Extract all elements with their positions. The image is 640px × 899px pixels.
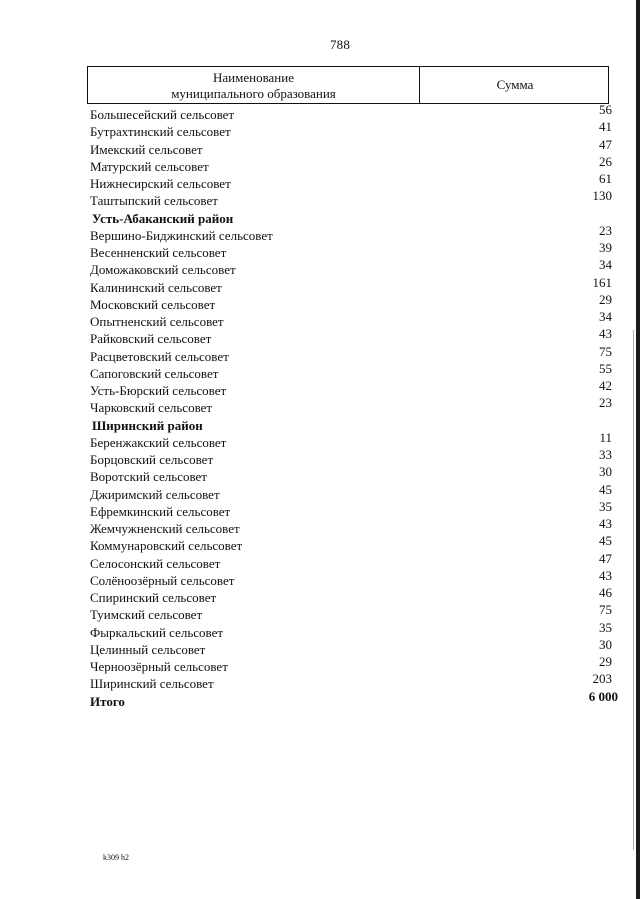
table-row xyxy=(0,360,640,381)
row-name: Солёноозёрный сельсовет xyxy=(90,572,235,588)
row-name: Бутрахтинский сельсовет xyxy=(90,124,231,140)
row-name: Туимский сельсовет xyxy=(90,607,203,623)
row-amount: 35 xyxy=(599,619,612,635)
footer-code: k309 h2 xyxy=(103,853,129,862)
row-name: Московский сельсовет xyxy=(90,296,216,312)
table-row xyxy=(0,104,640,121)
total-label: Итого xyxy=(90,693,125,709)
row-amount: 42 xyxy=(599,378,612,393)
row-name: Борцовский сельсовет xyxy=(90,452,214,467)
table-row xyxy=(0,498,640,519)
row-amount: 29 xyxy=(599,654,612,669)
table-row xyxy=(0,429,640,450)
table-row xyxy=(0,380,640,397)
header-name-column xyxy=(88,70,419,102)
district-heading xyxy=(0,415,640,432)
row-amount: 55 xyxy=(599,360,612,376)
row-name: Черноозёрный сельсовет xyxy=(90,659,228,674)
row-amount: 30 xyxy=(599,464,612,480)
row-amount: 23 xyxy=(599,395,612,411)
row-amount: 43 xyxy=(599,567,612,583)
district-name: Ширинский район xyxy=(92,417,203,433)
table-row xyxy=(0,222,640,243)
row-name: Опытненский сельсовет xyxy=(90,314,224,329)
table-row xyxy=(0,153,640,174)
row-amount: 47 xyxy=(599,136,612,152)
table-row xyxy=(0,466,640,483)
table-row xyxy=(0,535,640,552)
row-name: Нижнесирский сельсовет xyxy=(90,176,231,191)
row-amount: 34 xyxy=(599,257,612,273)
table-row xyxy=(0,121,640,138)
header-name-line-1: Наименование xyxy=(213,70,294,85)
table-row xyxy=(0,604,640,621)
table-row xyxy=(0,587,640,604)
table-row xyxy=(0,190,640,207)
row-amount: 30 xyxy=(599,636,612,652)
table-row xyxy=(0,274,640,295)
row-name: Большесейский сельсовет xyxy=(90,107,235,122)
table-row xyxy=(0,619,640,640)
table-row xyxy=(0,242,640,259)
district-name: Усть-Абаканский район xyxy=(92,210,234,226)
row-amount: 203 xyxy=(592,671,612,687)
row-amount: 130 xyxy=(592,188,612,204)
row-amount: 23 xyxy=(599,222,612,238)
table-row xyxy=(0,449,640,466)
row-name: Чарковский сельсовет xyxy=(90,400,213,416)
row-name: Райковский сельсовет xyxy=(90,331,212,347)
row-amount: 56 xyxy=(599,102,612,117)
row-amount: 45 xyxy=(599,533,612,549)
row-amount: 43 xyxy=(599,516,612,531)
row-name: Коммунаровский сельсовет xyxy=(90,538,243,554)
scan-edge-line xyxy=(633,330,634,850)
row-amount: 61 xyxy=(599,171,612,186)
row-amount: 43 xyxy=(599,326,612,342)
table-row xyxy=(0,673,640,690)
row-amount: 35 xyxy=(599,498,612,514)
page-number: 788 xyxy=(329,37,351,52)
row-name: Ширинский сельсовет xyxy=(90,676,214,692)
row-name: Джиримский сельсовет xyxy=(90,486,220,502)
row-name: Селосонский сельсовет xyxy=(90,555,221,571)
row-name: Сапоговский сельсовет xyxy=(90,365,219,381)
table-row xyxy=(0,397,640,414)
table-row xyxy=(0,328,640,345)
row-amount: 161 xyxy=(592,274,612,290)
header-sum-column: Сумма xyxy=(496,77,534,92)
row-name: Усть-Бюрский сельсовет xyxy=(90,383,227,398)
table-row xyxy=(0,343,640,364)
row-amount: 75 xyxy=(599,343,612,359)
row-name: Ефремкинский сельсовет xyxy=(90,503,231,519)
row-amount: 41 xyxy=(599,119,612,135)
row-amount: 46 xyxy=(599,585,612,600)
table-row xyxy=(0,550,640,571)
row-name: Матурский сельсовет xyxy=(90,158,209,174)
row-name: Вершино-Биджинский сельсовет xyxy=(90,227,273,243)
table-row xyxy=(0,567,640,588)
row-name: Имекский сельсовет xyxy=(90,141,203,157)
row-name: Расцветовский сельсовет xyxy=(90,348,229,364)
row-name: Таштыпский сельсовет xyxy=(90,193,218,209)
row-amount: 33 xyxy=(599,447,612,462)
header-name-line-2: муниципального образования xyxy=(171,86,336,101)
table-row xyxy=(0,636,640,657)
total-row xyxy=(0,688,640,709)
row-amount: 39 xyxy=(599,240,612,255)
row-name: Жемчужненский сельсовет xyxy=(90,521,240,536)
row-name: Беренжакский сельсовет xyxy=(90,434,227,450)
row-amount: 26 xyxy=(599,153,612,169)
row-amount: 45 xyxy=(599,481,612,497)
row-name: Доможаковский сельсовет xyxy=(90,262,236,278)
table-row xyxy=(0,259,640,276)
table-row xyxy=(0,291,640,312)
scan-edge-shadow xyxy=(636,0,640,899)
district-heading xyxy=(0,208,640,225)
table-header xyxy=(87,66,609,104)
row-amount: 47 xyxy=(599,550,612,566)
row-amount: 75 xyxy=(599,602,612,618)
table-body xyxy=(0,104,640,708)
row-amount: 34 xyxy=(599,309,612,324)
row-amount: 29 xyxy=(599,291,612,307)
table-row xyxy=(0,136,640,157)
row-amount: 11 xyxy=(599,429,612,445)
row-name: Целинный сельсовет xyxy=(90,641,206,657)
row-name: Весенненский сельсовет xyxy=(90,245,227,260)
row-name: Фыркальский сельсовет xyxy=(90,624,224,640)
table-row xyxy=(0,311,640,328)
table-row xyxy=(0,173,640,190)
row-name: Воротский сельсовет xyxy=(90,469,207,485)
table-row xyxy=(0,656,640,673)
total-amount: 6 000 xyxy=(588,688,618,704)
row-name: Калининский сельсовет xyxy=(90,279,222,295)
table-row xyxy=(0,481,640,502)
row-name: Спиринский сельсовет xyxy=(90,590,217,605)
table-row xyxy=(0,518,640,535)
